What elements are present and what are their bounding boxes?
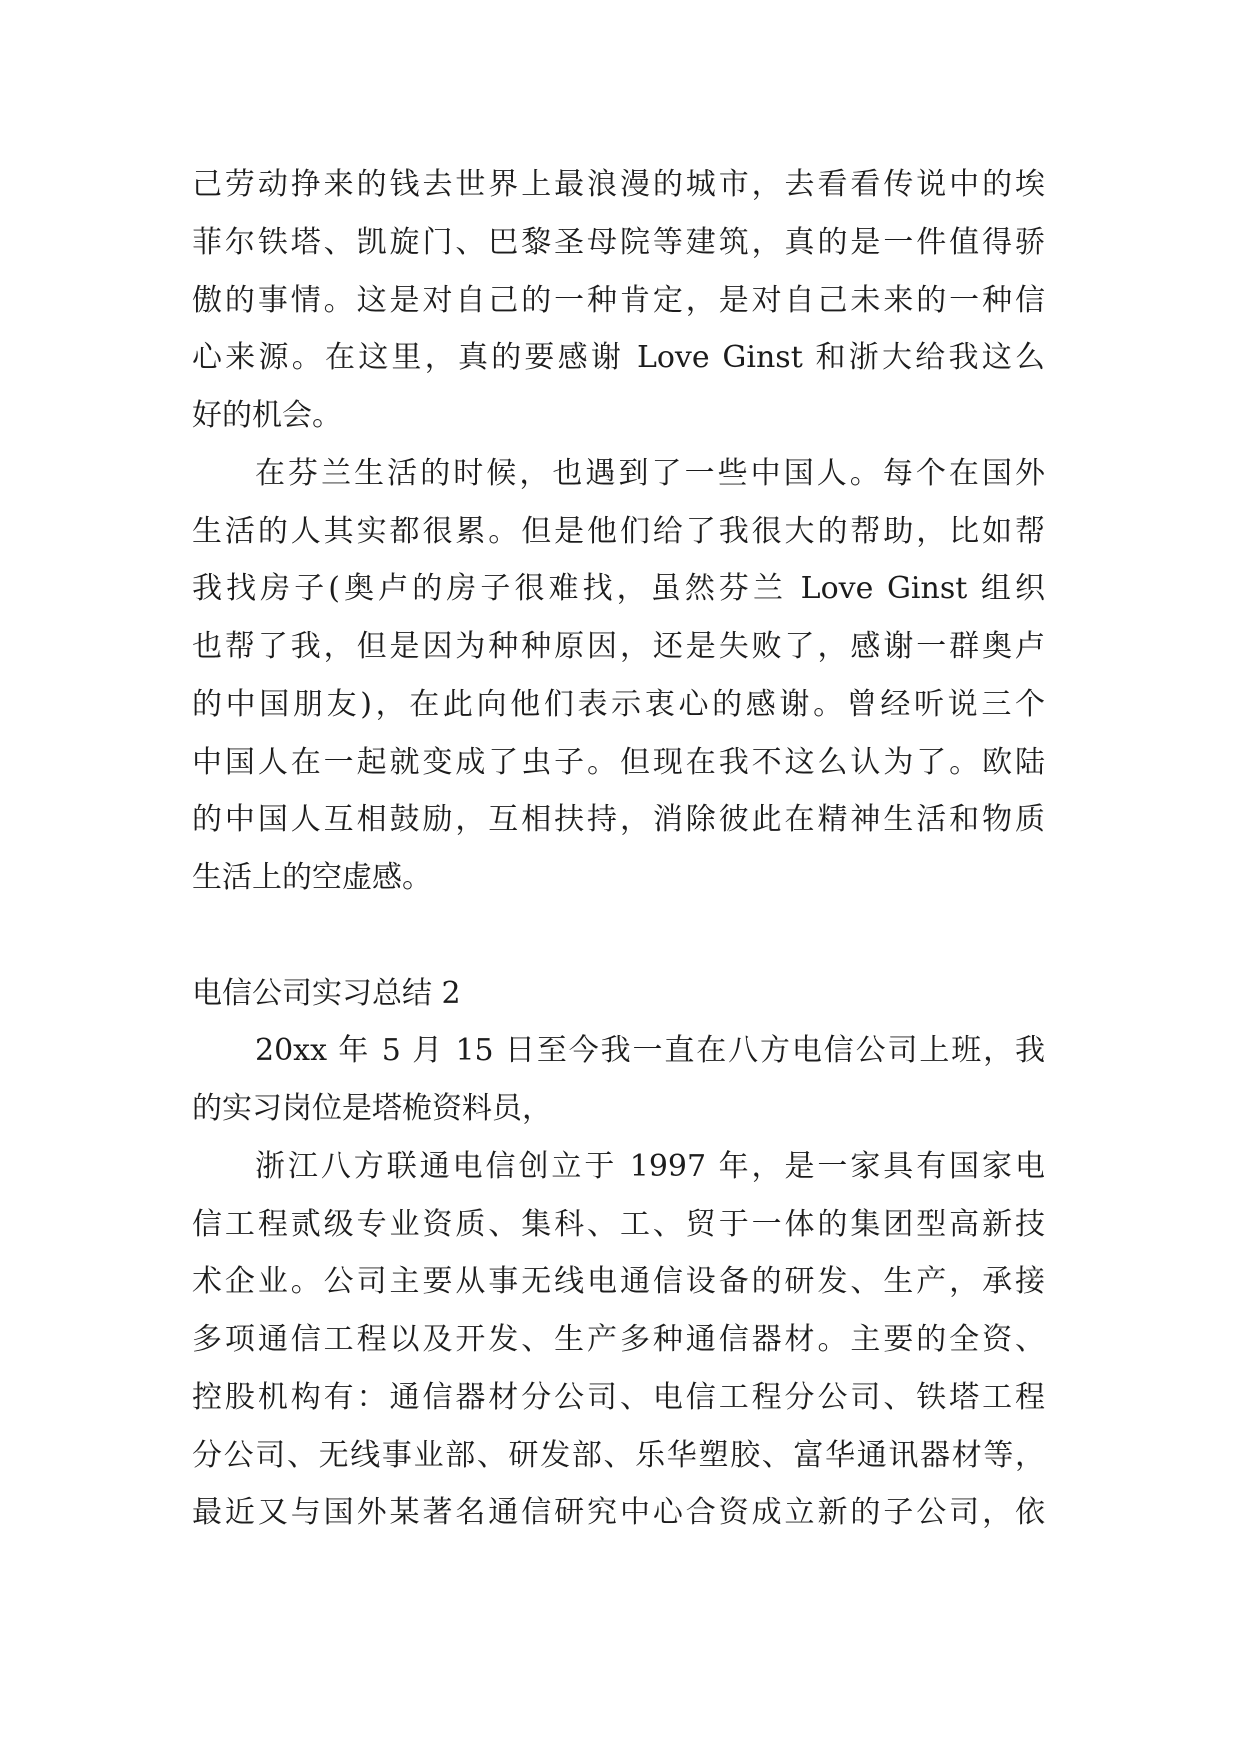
document-body xyxy=(192,156,1045,1542)
paragraph-line: 生活上的空虚感。 xyxy=(192,860,432,895)
blank-line xyxy=(192,907,1045,965)
paragraph-line: 我找房子(奥卢的房子很难找，虽然芬兰 Love Ginst 组织 xyxy=(192,571,1045,607)
paragraph xyxy=(192,445,1045,907)
paragraph-line: 控股机构有：通信器材分公司、电信工程分公司、铁塔工程 xyxy=(192,1379,1045,1415)
paragraph xyxy=(192,1138,1045,1542)
paragraph-line: 信工程贰级专业资质、集科、工、贸于一体的集团型高新技 xyxy=(192,1206,1045,1242)
paragraph-line: 的实习岗位是塔桅资料员， xyxy=(192,1091,552,1126)
section-heading: 电信公司实习总结 2 xyxy=(192,975,461,1011)
paragraph-line: 浙江八方联通电信创立于 1997 年，是一家具有国家电 xyxy=(255,1148,1045,1184)
paragraph-line: 在芬兰生活的时候，也遇到了一些中国人。每个在国外 xyxy=(255,455,1045,491)
paragraph-line: 的中国人互相鼓励，互相扶持，消除彼此在精神生活和物质 xyxy=(192,802,1045,838)
paragraph-line: 己劳动挣来的钱去世界上最浪漫的城市，去看看传说中的埃 xyxy=(192,167,1045,202)
paragraph-line: 最近又与国外某著名通信研究中心合资成立新的子公司，依 xyxy=(192,1495,1045,1531)
paragraph-line: 多项通信工程以及开发、生产多种通信器材。主要的全资、 xyxy=(192,1322,1045,1357)
paragraph-line: 傲的事情。这是对自己的一种肯定，是对自己未来的一种信 xyxy=(192,282,1045,318)
paragraph-line: 也帮了我，但是因为种种原因，还是失败了，感谢一群奥卢 xyxy=(192,629,1045,664)
paragraph-line: 生活的人其实都很累。但是他们给了我很大的帮助，比如帮 xyxy=(192,513,1045,549)
paragraph xyxy=(192,156,1045,445)
paragraph-line: 心来源。在这里，真的要感谢 Love Ginst 和浙大给我这么 xyxy=(192,340,1045,376)
paragraph-line: 术企业。公司主要从事无线电通信设备的研发、生产，承接 xyxy=(192,1264,1045,1300)
paragraph-line: 好的机会。 xyxy=(192,398,342,433)
paragraph-line: 分公司、无线事业部、研发部、乐华塑胶、富华通讯器材等， xyxy=(192,1437,1045,1473)
paragraph-line: 中国人在一起就变成了虫子。但现在我不这么认为了。欧陆 xyxy=(192,744,1045,780)
paragraph-line: 菲尔铁塔、凯旋门、巴黎圣母院等建筑，真的是一件值得骄 xyxy=(192,224,1045,260)
paragraph-line: 20xx 年 5 月 15 日至今我一直在八方电信公司上班，我 xyxy=(255,1033,1045,1069)
paragraph xyxy=(192,1022,1045,1138)
paragraph-line: 的中国朋友)，在此向他们表示衷心的感谢。曾经听说三个 xyxy=(192,686,1045,722)
